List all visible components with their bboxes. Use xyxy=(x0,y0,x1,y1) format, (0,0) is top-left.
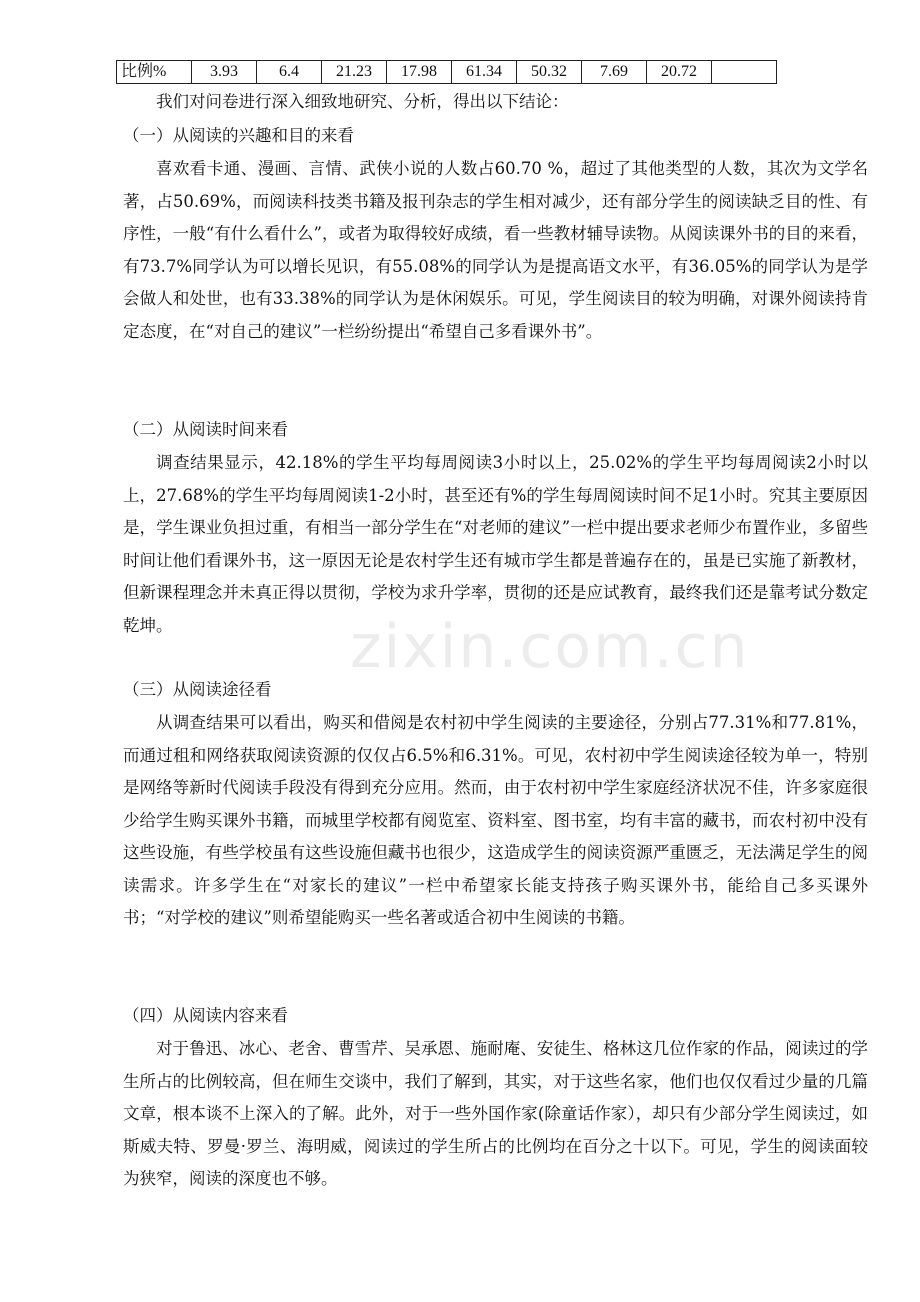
table-cell: 21.23 xyxy=(322,61,387,84)
table-cell: 7.69 xyxy=(582,61,647,84)
section-body: 对于鲁迅、冰心、老舍、曹雪芹、吴承恩、施耐庵、安徒生、格林这几位作家的作品，阅读过的学生所占的比例较高，但在师生交谈中，我们了解到，其实，对于这些名家，他们也仅仅看过少量的几篇文章，根本谈不上深入的了解。此外，对于一些外国作家(除童话作家），却只有少部分学生阅读过，如斯威夫特、罗曼·罗兰、海明威，阅读过的学生所占的比例均在百分之十以下。可见，学生的阅读面较为狭窄，阅读的深度也不够。 xyxy=(123,1039,868,1188)
section-heading: （二）从阅读时间来看 xyxy=(123,420,288,439)
section-heading: （四）从阅读内容来看 xyxy=(123,1006,288,1025)
intro-paragraph: 我们对问卷进行深入细致地研究、分析，得出以下结论： xyxy=(156,92,569,111)
table-cell: 20.72 xyxy=(647,61,712,84)
ratio-table xyxy=(116,60,777,84)
table-cell: 17.98 xyxy=(387,61,452,84)
section-body: 从调查结果可以看出，购买和借阅是农村初中学生阅读的主要途径，分别占77.31%和77.81%，而通过租和网络获取阅读资源的仅仅占6.5%和6.31%。可见，农村初中学生阅读途径较为单一，特别是网络等新时代阅读手段没有得到充分应用。然而，由于农村初中学生家庭经济状况不佳，许多家庭很少给学生购买课外书籍，而城里学校都有阅览室、资料室、图书室，均有丰富的藏书，而农村初中没有这些设施，有些学校虽有这些设施但藏书也很少，这造成学生的阅读资源严重匮乏，无法满足学生的阅读需求。许多学生在“对家长的建议”一栏中希望家长能支持孩子购买课外书，能给自己多买课外书；“对学校的建议”则希望能购买一些名著或适合初中生阅读的书籍。 xyxy=(123,713,868,927)
table-cell: 6.4 xyxy=(257,61,322,84)
table-row xyxy=(117,61,777,84)
section-heading: （三）从阅读途径看 xyxy=(123,680,272,699)
section-body: 喜欢看卡通、漫画、言情、武侠小说的人数占60.70 %，超过了其他类型的人数，其次为文学名著，占50.69%，而阅读科技类书籍及报刊杂志的学生相对减少，还有部分学生的阅读缺乏目的性、有序性，一般“有什么看什么”，或者为取得较好成绩，看一些教材辅导读物。从阅读课外书的目的来看，有73.7%同学认为可以增长见识，有55.08%的同学认为是提高语文水平，有36.05%的同学认为是学会做人和处世，也有33.38%的同学认为是休闲娱乐。可见，学生阅读目的较为明确，对课外阅读持肯定态度，在“对自己的建议”一栏纷纷提出“希望自己多看课外书”。 xyxy=(123,159,868,341)
table-row-label: 比例% xyxy=(117,61,192,84)
table-cell: 3.93 xyxy=(192,61,257,84)
section-heading: （一）从阅读的兴趣和目的来看 xyxy=(123,126,354,145)
table-cell: 61.34 xyxy=(452,61,517,84)
section-body: 调查结果显示，42.18%的学生平均每周阅读3小时以上，25.02%的学生平均每周阅读2小时以上，27.68%的学生平均每周阅读1-2小时，甚至还有%的学生每周阅读时间不足1小时。究其主要原因是，学生课业负担过重，有相当一部分学生在“对老师的建议”一栏中提出要求老师少布置作业，多留些时间让他们看课外书，这一原因无论是农村学生还有城市学生都是普遍存在的，虽是已实施了新教材，但新课程理念并未真正得以贯彻，学校为求升学率，贯彻的还是应试教育，最终我们还是靠考试分数定乾坤。 xyxy=(123,453,868,635)
watermark: zixin.com.cn xyxy=(350,612,750,682)
table-cell xyxy=(712,61,777,84)
table-cell: 50.32 xyxy=(517,61,582,84)
